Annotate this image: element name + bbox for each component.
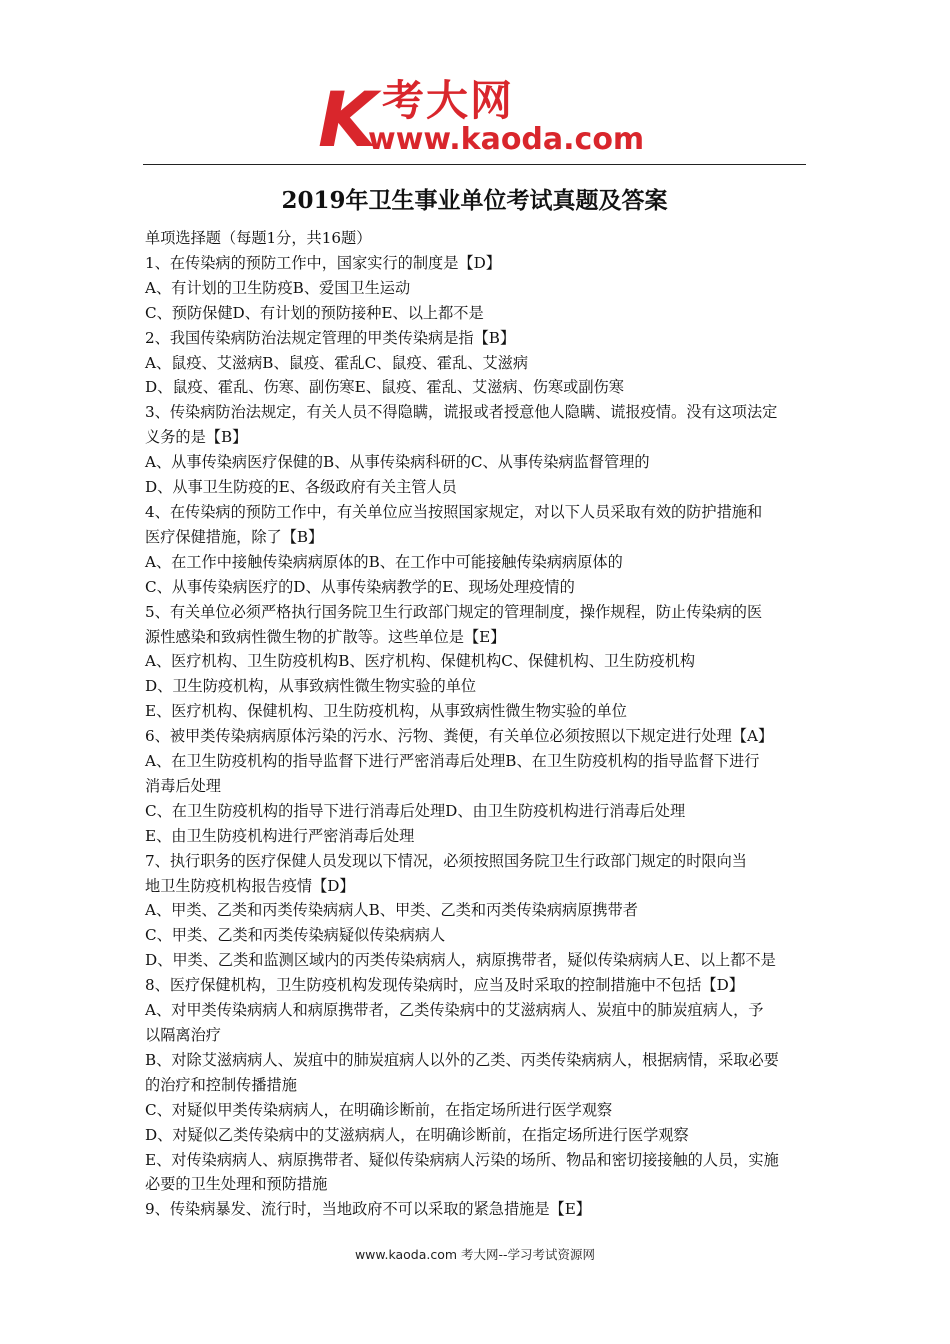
- text-line: 医疗保健措施，除了【B】: [145, 527, 324, 546]
- text-line: D、鼠疫、霍乱、伤寒、副伤寒E、鼠疫、霍乱、艾滋病、伤寒或副伤寒: [145, 378, 624, 397]
- text-line: E、由卫生防疫机构进行严密消毒后处理: [145, 826, 415, 845]
- text-line: 7、执行职务的医疗保健人员发现以下情况，必须按照国务院卫生行政部门规定的时限向当: [145, 851, 747, 870]
- text-line: C、在卫生防疫机构的指导下进行消毒后处理D、由卫生防疫机构进行消毒后处理: [145, 801, 686, 820]
- logo-url: www.kaoda.com: [368, 122, 645, 157]
- text-line: A、从事传染病医疗保健的B、从事传染病科研的C、从事传染病监督管理的: [145, 453, 650, 472]
- text-line: A、对甲类传染病病人和病原携带者，乙类传染病中的艾滋病病人、炭疽中的肺炭疽病人，予: [145, 1001, 764, 1020]
- text-line: C、预防保健D、有计划的预防接种E、以上都不是: [145, 303, 484, 322]
- text-line: 义务的是【B】: [145, 428, 248, 447]
- text-line: 以隔离治疗: [145, 1026, 221, 1044]
- text-line: 消毒后处理: [145, 776, 221, 795]
- text-line: A、医疗机构、卫生防疫机构B、医疗机构、保健机构C、保健机构、卫生防疫机构: [145, 652, 696, 671]
- text-line: C、从事传染病医疗的D、从事传染病教学的E、现场处理疫情的: [145, 577, 575, 596]
- text-line: B、对除艾滋病病人、炭疽中的肺炭疽病人以外的乙类、丙类传染病病人，根据病情，采取必要: [145, 1050, 779, 1069]
- text-line: 的治疗和控制传播措施: [145, 1075, 297, 1094]
- text-line: 2、我国传染病防治法规定管理的甲类传染病是指【B】: [145, 328, 516, 347]
- logo-k-mark: K: [318, 75, 377, 164]
- text-line: 地卫生防疫机构报告疫情【D】: [145, 876, 355, 895]
- text-line: A、甲类、乙类和丙类传染病病人B、甲类、乙类和丙类传染病病原携带者: [145, 901, 638, 920]
- text-line: 5、有关单位必须严格执行国务院卫生行政部门规定的管理制度，操作规程，防止传染病的医: [145, 602, 763, 621]
- text-line: 必要的卫生处理和预防措施: [145, 1175, 328, 1194]
- text-line: C、甲类、乙类和丙类传染病疑似传染病病人: [145, 926, 446, 945]
- text-line: 6、被甲类传染病病原体污染的污水、污物、粪便，有关单位必须按照以下规定进行处理【A】: [145, 727, 774, 746]
- text-line: 3、传染病防治法规定，有关人员不得隐瞒，谎报或者授意他人隐瞒、谎报疫情。没有这项法定: [145, 403, 778, 422]
- page-footer: www.kaoda.com 考大网--学习考试资源网: [354, 1247, 596, 1262]
- text-line: 源性感染和致病性微生物的扩散等。这些单位是【E】: [145, 627, 506, 646]
- logo-name: 考大网: [382, 76, 515, 125]
- text-line: 1、在传染病的预防工作中，国家实行的制度是【D】: [145, 253, 501, 272]
- text-line: A、有计划的卫生防疫B、爱国卫生运动: [145, 278, 411, 297]
- site-logo[interactable]: [318, 75, 648, 164]
- text-line: D、对疑似乙类传染病中的艾滋病病人，在明确诊断前，在指定场所进行医学观察: [145, 1125, 689, 1144]
- text-line: D、卫生防疫机构，从事致病性微生物实验的单位: [145, 677, 477, 696]
- text-line: C、对疑似甲类传染病病人，在明确诊断前，在指定场所进行医学观察: [145, 1100, 613, 1119]
- text-line: A、在工作中接触传染病病原体的B、在工作中可能接触传染病病原体的: [145, 552, 623, 571]
- text-line: 8、医疗保健机构，卫生防疫机构发现传染病时，应当及时采取的控制措施中不包括【D】: [145, 976, 744, 995]
- text-line: 单项选择题（每题1分，共16题）: [145, 229, 372, 247]
- text-line: E、医疗机构、保健机构、卫生防疫机构，从事致病性微生物实验的单位: [145, 702, 627, 721]
- text-line: D、甲类、乙类和监测区域内的丙类传染病病人，病原携带者，疑似传染病病人E、以上都不是: [145, 951, 776, 970]
- question-body: [145, 226, 809, 1222]
- text-line: 9、传染病暴发、流行时，当地政府不可以采取的紧急措施是【E】: [145, 1200, 591, 1219]
- document-title: 2019年卫生事业单位考试真题及答案: [281, 187, 668, 214]
- header-divider: [143, 164, 806, 165]
- text-line: 4、在传染病的预防工作中，有关单位应当按照国家规定，对以下人员采取有效的防护措施和: [145, 502, 763, 521]
- text-line: A、鼠疫、艾滋病B、鼠疫、霍乱C、鼠疫、霍乱、艾滋病: [145, 353, 529, 372]
- text-line: A、在卫生防疫机构的指导监督下进行严密消毒后处理B、在卫生防疫机构的指导监督下进行: [145, 752, 760, 771]
- text-line: E、对传染病病人、病原携带者、疑似传染病病人污染的场所、物品和密切接接触的人员，实施: [145, 1150, 779, 1169]
- text-line: D、从事卫生防疫的E、各级政府有关主管人员: [145, 478, 457, 497]
